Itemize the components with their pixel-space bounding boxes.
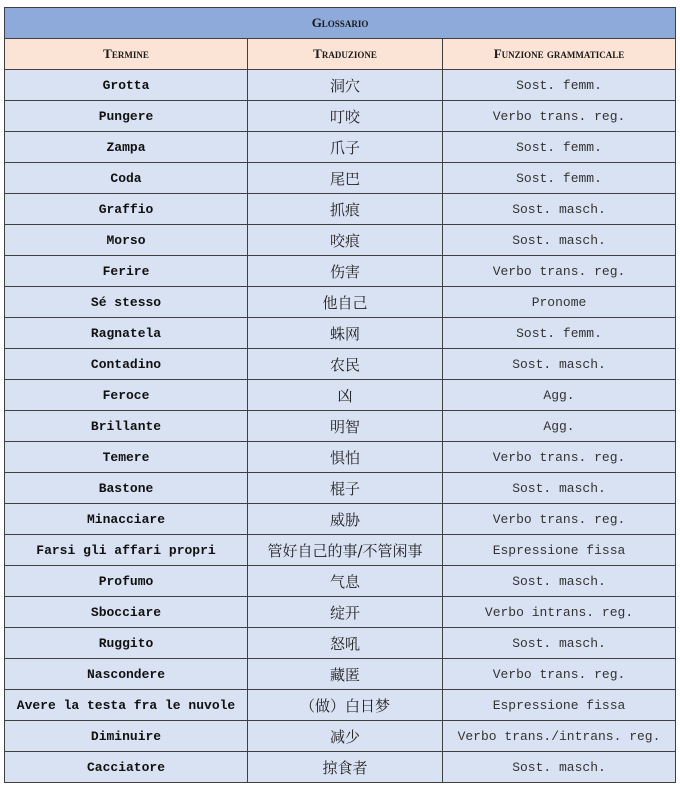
function-cell: Espressione fissa [443,535,676,566]
function-cell: Verbo trans. reg. [443,504,676,535]
translation-cell: 减少 [248,721,443,752]
function-cell: Sost. masch. [443,566,676,597]
translation-cell: 农民 [248,349,443,380]
column-header-term: Termine [5,39,248,70]
table-row [5,566,676,597]
translation-cell: 藏匿 [248,659,443,690]
table-row [5,70,676,101]
function-cell: Sost. masch. [443,349,676,380]
table-row [5,659,676,690]
function-cell: Sost. masch. [443,628,676,659]
function-cell: Sost. masch. [443,473,676,504]
function-cell: Sost. femm. [443,163,676,194]
function-cell: Sost. femm. [443,70,676,101]
table-row [5,535,676,566]
table-row [5,225,676,256]
translation-cell: 气息 [248,566,443,597]
translation-cell: 爪子 [248,132,443,163]
glossary-table [4,7,676,783]
term-cell: Pungere [5,101,248,132]
table-row [5,411,676,442]
translation-cell: 蛛网 [248,318,443,349]
term-cell: Ragnatela [5,318,248,349]
term-cell: Graffio [5,194,248,225]
function-cell: Espressione fissa [443,690,676,721]
function-cell: Sost. masch. [443,752,676,783]
term-cell: Sbocciare [5,597,248,628]
translation-cell: 咬痕 [248,225,443,256]
term-cell: Morso [5,225,248,256]
term-cell: Brillante [5,411,248,442]
table-row [5,163,676,194]
translation-cell: 他自己 [248,287,443,318]
translation-cell: 洞穴 [248,70,443,101]
term-cell: Ruggito [5,628,248,659]
table-row [5,349,676,380]
table-row [5,752,676,783]
translation-cell: 叮咬 [248,101,443,132]
term-cell: Zampa [5,132,248,163]
table-row [5,194,676,225]
table-title-row [5,8,676,39]
term-cell: Profumo [5,566,248,597]
term-cell: Grotta [5,70,248,101]
table-title: Glossario [5,8,676,39]
translation-cell: 管好自己的事/不管闲事 [248,535,443,566]
table-row [5,256,676,287]
table-row [5,628,676,659]
function-cell: Sost. femm. [443,132,676,163]
table-row [5,380,676,411]
term-cell: Sé stesso [5,287,248,318]
table-header-row [5,39,676,70]
table-row [5,318,676,349]
column-header-translation: Traduzione [248,39,443,70]
table-row [5,721,676,752]
translation-cell: 怒吼 [248,628,443,659]
term-cell: Ferire [5,256,248,287]
function-cell: Verbo trans./intrans. reg. [443,721,676,752]
term-cell: Coda [5,163,248,194]
term-cell: Avere la testa fra le nuvole [5,690,248,721]
function-cell: Sost. masch. [443,225,676,256]
function-cell: Sost. masch. [443,194,676,225]
term-cell: Feroce [5,380,248,411]
table-row [5,473,676,504]
translation-cell: 伤害 [248,256,443,287]
table-row [5,132,676,163]
function-cell: Verbo trans. reg. [443,659,676,690]
table-row [5,101,676,132]
translation-cell: 明智 [248,411,443,442]
term-cell: Diminuire [5,721,248,752]
function-cell: Agg. [443,380,676,411]
term-cell: Bastone [5,473,248,504]
translation-cell: 抓痕 [248,194,443,225]
translation-cell: 掠食者 [248,752,443,783]
term-cell: Contadino [5,349,248,380]
function-cell: Verbo trans. reg. [443,101,676,132]
column-header-function: Funzione grammaticale [443,39,676,70]
term-cell: Cacciatore [5,752,248,783]
function-cell: Agg. [443,411,676,442]
table-row [5,597,676,628]
translation-cell: 威胁 [248,504,443,535]
function-cell: Pronome [443,287,676,318]
function-cell: Verbo intrans. reg. [443,597,676,628]
translation-cell: 绽开 [248,597,443,628]
glossary-body [5,70,676,783]
translation-cell: 棍子 [248,473,443,504]
function-cell: Verbo trans. reg. [443,442,676,473]
translation-cell: 惧怕 [248,442,443,473]
term-cell: Nascondere [5,659,248,690]
function-cell: Sost. femm. [443,318,676,349]
table-row [5,442,676,473]
translation-cell: （做）白日梦 [248,690,443,721]
table-row [5,504,676,535]
term-cell: Temere [5,442,248,473]
term-cell: Minacciare [5,504,248,535]
table-row [5,690,676,721]
term-cell: Farsi gli affari propri [5,535,248,566]
translation-cell: 凶 [248,380,443,411]
function-cell: Verbo trans. reg. [443,256,676,287]
table-row [5,287,676,318]
translation-cell: 尾巴 [248,163,443,194]
